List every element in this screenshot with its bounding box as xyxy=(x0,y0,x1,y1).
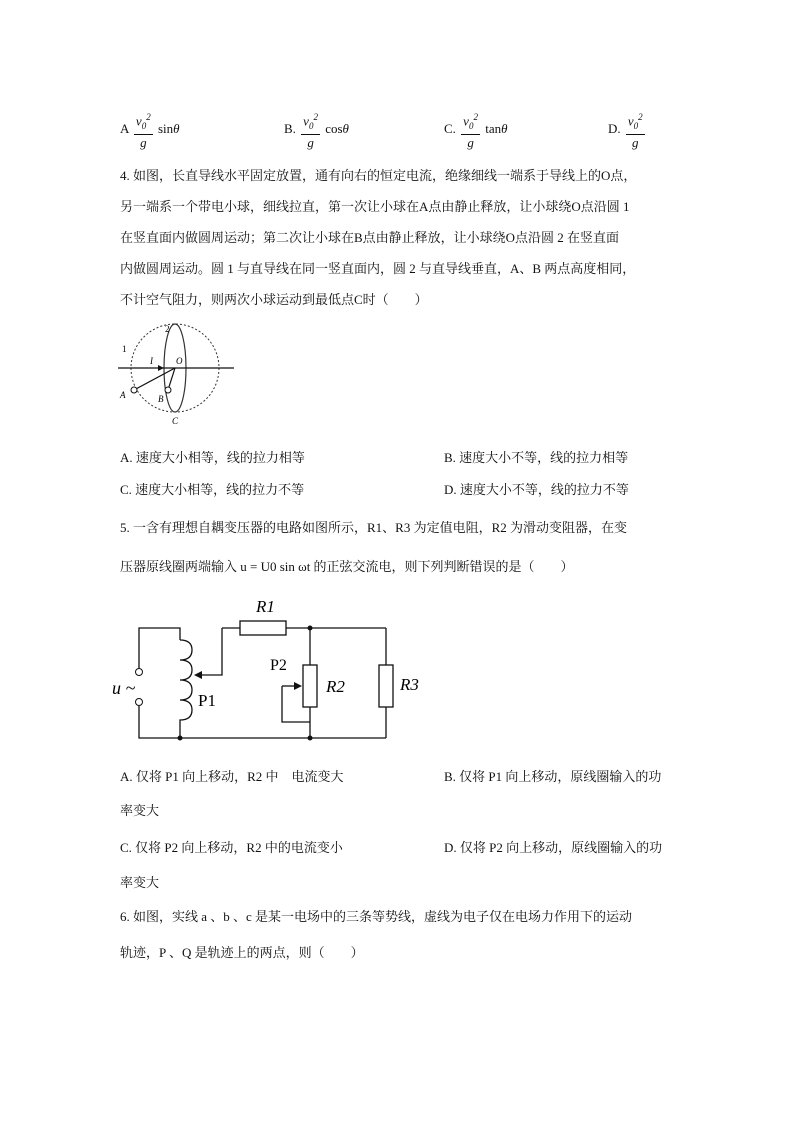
resistor-r1 xyxy=(240,621,286,635)
label-p1: P1 xyxy=(198,691,216,710)
label-a: A xyxy=(120,390,126,400)
label-r2: R2 xyxy=(326,677,345,696)
q3-option-d: D. $\frac{v_0^2}{g}$ xyxy=(608,112,643,150)
label-1: 1 xyxy=(122,344,127,354)
q5-line-2: 压器原线圈两端输入 u = U0 sin ωt 的正弦交流电，则下列判断错误的是（ ） xyxy=(120,559,574,574)
fraction: $\frac{v_0^2}{g}$ xyxy=(463,112,478,150)
label-c: C xyxy=(172,416,179,426)
label-u: u ~ xyxy=(112,678,136,698)
q5-option-d-cont: 率变大 xyxy=(120,875,160,890)
q3-option-a: A $\frac{v_0^2}{g}$ sinθ xyxy=(120,112,180,150)
q4-line-1: 4. 如图，长直导线水平固定放置，通有向右的恒定电流，绝缘细线一端系于导线上的O点， xyxy=(120,168,637,183)
q4-line-2: 另一端系一个带电小球，细线拉直，第一次让小球在A点由静止释放，让小球绕O点沿圆 1 xyxy=(120,199,630,214)
q6-line-2: 轨迹，P 、Q 是轨迹上的两点，则（ ） xyxy=(120,945,364,960)
label-o: O xyxy=(176,356,183,366)
label-p2: P2 xyxy=(270,657,287,674)
ball-b xyxy=(165,387,171,393)
q5-option-c: C. 仅将 P2 向上移动，R2 中的电流变小 xyxy=(120,840,343,855)
q3-option-c: C. $\frac{v_0^2}{g}$ tanθ xyxy=(444,112,508,150)
coil xyxy=(180,640,192,738)
fraction: $\frac{v_0^2}{g}$ xyxy=(627,112,643,150)
label-r3: R3 xyxy=(400,675,419,694)
q6-line-1: 6. 如图，实线 a 、b 、c 是某一电场中的三条等势线，虚线为电子仅在电场力作用下的运动 xyxy=(120,909,633,924)
q4-option-a: A. 速度大小相等，线的拉力相等 xyxy=(120,450,305,465)
q4-option-d: D. 速度大小不等，线的拉力不等 xyxy=(444,482,629,497)
q4-line-4: 内做圆周运动。圆 1 与直导线在同一竖直面内，圆 2 与直导线垂直，A、B 两点高度相同， xyxy=(120,261,636,276)
q4-figure xyxy=(118,318,238,428)
q4-option-c: C. 速度大小相等，线的拉力不等 xyxy=(120,482,305,497)
q5-circuit xyxy=(110,590,420,750)
q4-line-5: 不计空气阻力，则两次小球运动到最低点C时（ ） xyxy=(120,292,428,307)
q4-line-3: 在竖直面内做圆周运动；第二次让小球在B点由静止释放，让小球绕O点沿圆 2 在竖直面 xyxy=(120,230,620,245)
label-r1: R1 xyxy=(256,597,275,616)
label-b: B xyxy=(158,394,164,404)
label-i: I xyxy=(150,356,153,366)
q5-option-b: B. 仅将 P1 向上移动，原线圈输入的功 xyxy=(444,769,662,784)
q5-option-a: A. 仅将 P1 向上移动，R2 中 电流变大 xyxy=(120,769,344,784)
resistor-r2 xyxy=(303,665,317,707)
current-arrow xyxy=(158,365,164,371)
resistor-r3 xyxy=(379,665,393,707)
ball-a xyxy=(131,387,137,393)
q5-option-d: D. 仅将 P2 向上移动，原线圈输入的功 xyxy=(444,840,663,855)
fraction: $\frac{v_0^2}{g}$ xyxy=(303,112,318,150)
q5-line-1: 5. 一含有理想自耦变压器的电路如图所示，R1、R3 为定值电阻，R2 为滑动变阻器，在变 xyxy=(120,520,628,535)
label-2: 2 xyxy=(165,324,170,334)
q4-option-b: B. 速度大小不等，线的拉力相等 xyxy=(444,450,629,465)
q5-option-b-cont: 率变大 xyxy=(120,803,160,818)
fraction: $\frac{v_0^2}{g}$ xyxy=(135,112,151,150)
q3-option-b: B. $\frac{v_0^2}{g}$ cosθ xyxy=(284,112,349,150)
